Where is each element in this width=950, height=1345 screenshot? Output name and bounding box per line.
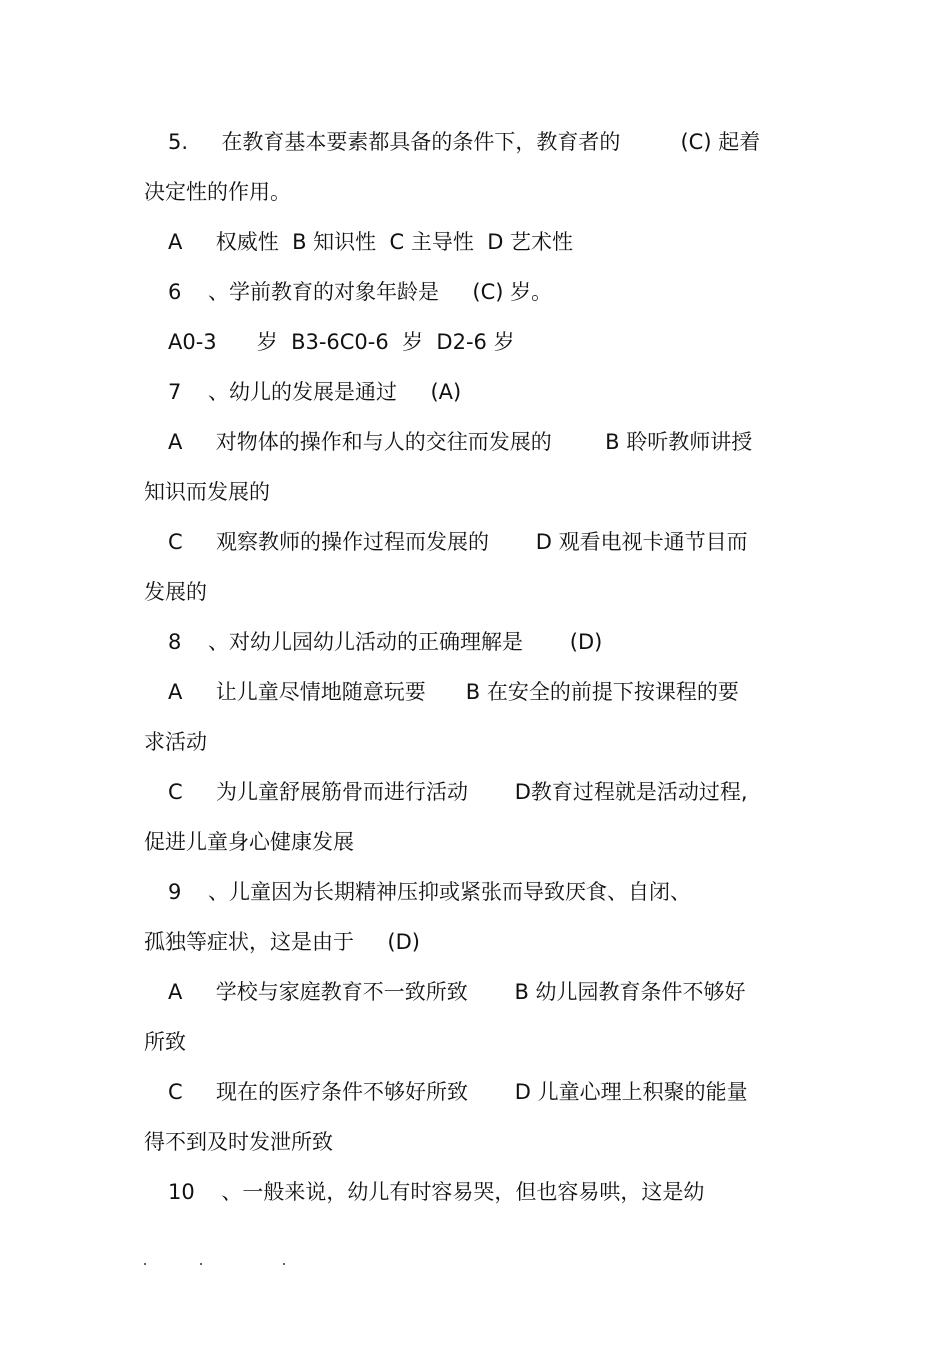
footer-dot [144, 1263, 146, 1265]
question-8-line: 8 、对幼儿园幼儿活动的正确理解是 (D) [168, 630, 603, 654]
question-9-options-cd-continuation: 得不到及时发泄所致 [144, 1130, 333, 1154]
question-8-options-cd-continuation: 促进儿童身心健康发展 [144, 830, 354, 854]
question-7-options-cd-continuation: 发展的 [144, 580, 207, 604]
question-9-options-ab: A 学校与家庭教育不一致所致 B 幼儿园教育条件不够好 [168, 980, 746, 1004]
question-7-options-ab: A 对物体的操作和与人的交往而发展的 B 聆听教师讲授 [168, 430, 753, 454]
question-7-line: 7 、幼儿的发展是通过 (A) [168, 380, 462, 404]
question-8-options-ab: A 让儿童尽情地随意玩要 B 在安全的前提下按课程的要 [168, 680, 739, 704]
question-6-options: A0-3 岁 B3-6C0-6 岁 D2-6 岁 [168, 330, 515, 354]
footer-dot [283, 1263, 285, 1265]
footer-dots [0, 1255, 950, 1275]
question-9-continuation: 孤独等症状，这是由于 (D) [144, 930, 420, 954]
question-8-options-cd: C 为儿童舒展筋骨而进行活动 D教育过程就是活动过程, [168, 780, 748, 804]
question-9-options-cd: C 现在的医疗条件不够好所致 D 儿童心理上积聚的能量 [168, 1080, 748, 1104]
question-5-continuation: 决定性的作用。 [144, 180, 291, 204]
question-5-line: 5. 在教育基本要素都具备的条件下，教育者的 (C) 起着 [168, 130, 761, 154]
question-9-line: 9 、儿童因为长期精神压抑或紧张而导致厌食、自闭、 [168, 880, 692, 904]
footer-dot [200, 1263, 202, 1265]
question-6-line: 6 、学前教育的对象年龄是 (C) 岁。 [168, 280, 553, 304]
question-10-line: 10 、一般来说，幼儿有时容易哭，但也容易哄，这是幼 [168, 1180, 705, 1204]
question-7-options-ab-continuation: 知识而发展的 [144, 480, 270, 504]
question-5-options: A 权威性 B 知识性 C 主导性 D 艺术性 [168, 230, 574, 254]
question-9-options-ab-continuation: 所致 [144, 1030, 186, 1054]
question-7-options-cd: C 观察教师的操作过程而发展的 D 观看电视卡通节目而 [168, 530, 748, 554]
question-8-options-ab-continuation: 求活动 [144, 730, 207, 754]
